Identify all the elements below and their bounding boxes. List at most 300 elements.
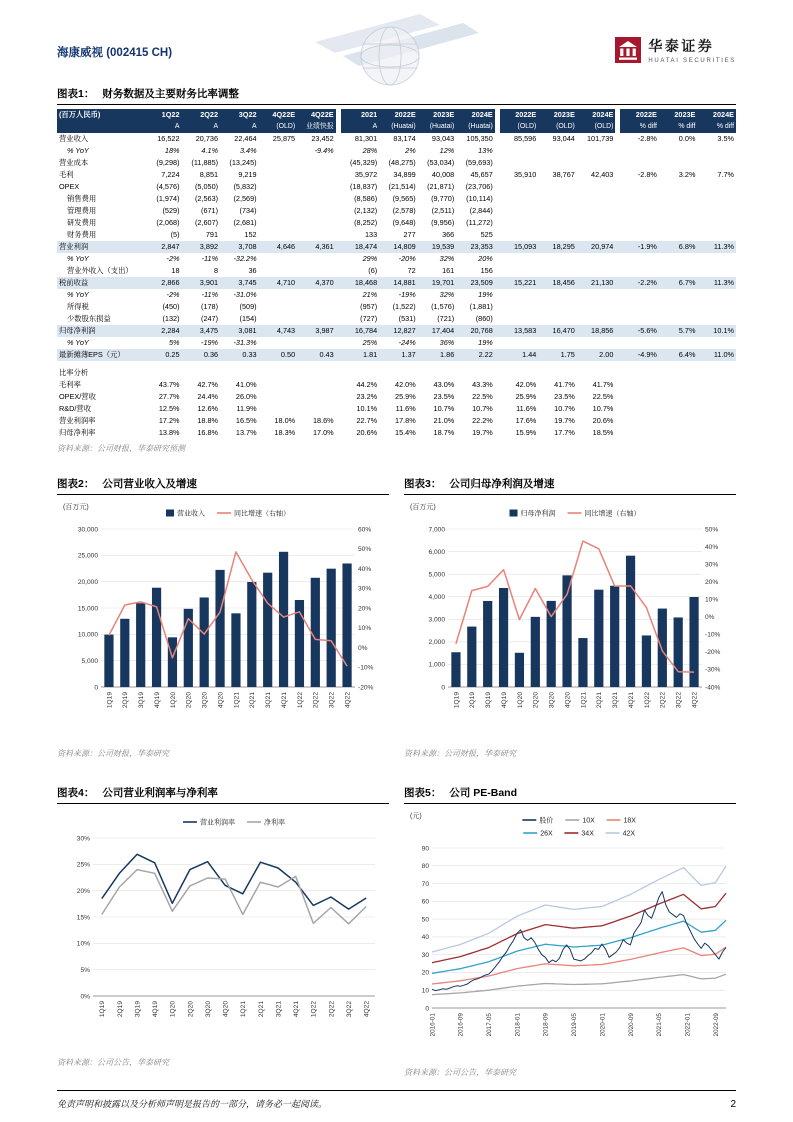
table-row xyxy=(57,277,736,289)
table-cell: (11,885) xyxy=(191,157,219,167)
table-row xyxy=(57,241,736,253)
table-cell xyxy=(259,313,298,325)
footer-divider xyxy=(57,1090,736,1091)
table-cell xyxy=(297,205,336,217)
table-cell: -11% xyxy=(201,253,219,263)
table-cell: 3,745 xyxy=(220,277,259,289)
table-row xyxy=(57,403,736,415)
table-cell: 23,353 xyxy=(456,241,495,253)
table-cell: (18,837) xyxy=(350,181,378,191)
table-cell: 销售费用 xyxy=(67,193,97,203)
table-cell: (2,511) xyxy=(431,205,455,215)
table-cell xyxy=(697,403,736,415)
table-cell xyxy=(297,301,336,313)
table-cell: -19% xyxy=(201,338,219,348)
svg-text:20: 20 xyxy=(421,970,429,978)
table-cell: 19,539 xyxy=(418,241,457,253)
table-cell: (671) xyxy=(201,205,219,215)
table-cell: 17.8% xyxy=(395,416,416,426)
table-cell xyxy=(697,157,736,169)
revenue-chart xyxy=(57,497,389,744)
table-cell: 22.2% xyxy=(472,416,493,426)
svg-text:2Q22: 2Q22 xyxy=(312,692,320,709)
table-cell: R&D/营收 xyxy=(59,404,92,414)
table-cell: 43.7% xyxy=(158,380,180,390)
table-cell: 14,809 xyxy=(379,241,418,253)
svg-text:归母净利润: 归母净利润 xyxy=(520,510,556,518)
svg-text:6,000: 6,000 xyxy=(428,549,445,557)
figure3-name: 公司归母净利润及增速 xyxy=(449,478,555,491)
svg-text:60%: 60% xyxy=(358,526,372,534)
table-cell xyxy=(577,205,616,217)
figure3-label: 图表3： xyxy=(404,478,442,491)
svg-text:25,000: 25,000 xyxy=(77,552,98,560)
svg-text:3Q22: 3Q22 xyxy=(345,1001,353,1018)
table-cell: 营业利润 xyxy=(57,241,143,253)
netprofit-chart xyxy=(404,497,736,744)
table-cell: 10.7% xyxy=(554,404,575,414)
table-cell xyxy=(259,301,298,313)
table-cell: 营业收入 xyxy=(59,133,89,143)
table-header-cell: (OLD) xyxy=(577,121,616,133)
svg-text:3Q19: 3Q19 xyxy=(485,692,493,709)
svg-text:3Q19: 3Q19 xyxy=(134,1001,142,1018)
table-cell: 11.9% xyxy=(236,404,257,414)
svg-text:2,000: 2,000 xyxy=(428,639,445,647)
svg-text:2Q22: 2Q22 xyxy=(659,692,667,709)
table-cell: 72 xyxy=(407,265,416,275)
table-cell: 83,174 xyxy=(393,133,416,143)
table-header-cell: 2022E xyxy=(379,109,418,121)
svg-text:10%: 10% xyxy=(76,940,90,948)
table-cell: -2.8% xyxy=(637,133,657,143)
table-cell: 0.25 xyxy=(143,349,182,361)
table-cell xyxy=(659,217,698,229)
table-cell: 101,739 xyxy=(586,133,614,143)
table-cell xyxy=(538,367,577,379)
svg-text:4Q21: 4Q21 xyxy=(293,1001,301,1018)
table-cell xyxy=(697,391,736,403)
table-cell xyxy=(659,415,698,427)
figure2-label: 图表2： xyxy=(57,478,95,491)
table-cell xyxy=(659,157,698,169)
table-cell: 营业利润率 xyxy=(59,416,96,426)
table-cell: (2,569) xyxy=(233,193,257,203)
svg-text:-40%: -40% xyxy=(705,684,721,692)
table-cell xyxy=(697,145,736,157)
figure1-name: 财务数据及主要财务比率调整 xyxy=(102,88,239,100)
table-cell: (529) xyxy=(162,205,180,215)
table-cell xyxy=(259,379,298,391)
table-cell: 20,974 xyxy=(577,241,616,253)
svg-text:2Q19: 2Q19 xyxy=(469,692,477,709)
table-cell xyxy=(659,337,698,349)
table-cell: 42,403 xyxy=(591,169,614,179)
table-cell: 最新摊薄EPS（元） xyxy=(57,349,143,361)
table-header-cell: 2Q22 xyxy=(182,109,221,121)
table-cell: 少数股东损益 xyxy=(67,314,111,324)
table-cell: 6.7% xyxy=(659,277,698,289)
figure1-title xyxy=(57,86,736,105)
table-cell: 20.6% xyxy=(592,416,614,426)
table-cell xyxy=(620,391,659,403)
table-cell: 12% xyxy=(439,145,455,155)
table-cell xyxy=(620,415,659,427)
table-cell xyxy=(297,313,336,325)
figure3-title xyxy=(404,476,736,495)
svg-text:3Q22: 3Q22 xyxy=(675,692,683,709)
svg-text:2Q20: 2Q20 xyxy=(185,692,193,709)
table-cell: 1.81 xyxy=(341,349,380,361)
figure3-section xyxy=(404,476,736,759)
svg-text:18X: 18X xyxy=(623,817,636,825)
table-cell: (6) xyxy=(368,265,378,275)
table-header-cell: A xyxy=(182,121,221,133)
table-cell: 16,784 xyxy=(341,325,380,337)
table-cell: -2.2% xyxy=(620,277,659,289)
table-cell: (11,272) xyxy=(466,217,493,227)
table-cell: 23.5% xyxy=(433,392,455,402)
table-cell xyxy=(697,193,736,205)
figure4-section xyxy=(57,785,389,1078)
svg-text:3Q21: 3Q21 xyxy=(265,692,273,709)
table-cell xyxy=(538,265,577,277)
table-cell xyxy=(620,217,659,229)
svg-text:25%: 25% xyxy=(76,861,90,869)
table-cell: 38,767 xyxy=(552,169,575,179)
table-cell: -19% xyxy=(398,290,416,300)
table-cell xyxy=(620,157,659,169)
table-cell xyxy=(297,379,336,391)
table-cell xyxy=(297,157,336,169)
table-cell: 2,866 xyxy=(143,277,182,289)
table-cell: 277 xyxy=(403,229,416,239)
table-cell: -20% xyxy=(398,253,416,263)
table-cell xyxy=(259,193,298,205)
table-cell: 14,881 xyxy=(379,277,418,289)
table-cell: 财务费用 xyxy=(67,229,97,239)
svg-text:3,000: 3,000 xyxy=(428,616,445,624)
table-cell xyxy=(259,403,298,415)
svg-text:10%: 10% xyxy=(705,596,719,604)
table-cell: 15,093 xyxy=(500,241,539,253)
table-cell: 20,768 xyxy=(456,325,495,337)
table-header-cell: (Huatai) xyxy=(456,121,495,133)
table-cell xyxy=(379,367,418,379)
table-cell: 13% xyxy=(478,145,493,155)
table-cell xyxy=(500,229,539,241)
svg-text:2017-05: 2017-05 xyxy=(486,1013,494,1037)
svg-text:10,000: 10,000 xyxy=(77,631,98,639)
table-cell: 16,470 xyxy=(538,325,577,337)
table-cell: (9,565) xyxy=(392,193,416,203)
table-cell: 25% xyxy=(362,338,378,348)
table-cell: 43.3% xyxy=(472,380,493,390)
table-cell xyxy=(577,313,616,325)
svg-text:1Q22: 1Q22 xyxy=(643,692,651,709)
figure5-section xyxy=(404,785,736,1078)
table-cell: (45,329) xyxy=(350,157,378,167)
table-cell: 11.0% xyxy=(697,349,736,361)
svg-text:4Q22: 4Q22 xyxy=(363,1001,371,1018)
svg-text:4Q19: 4Q19 xyxy=(152,1001,160,1018)
svg-text:40%: 40% xyxy=(705,544,719,552)
table-cell: 19% xyxy=(478,290,493,300)
svg-text:3Q20: 3Q20 xyxy=(204,1001,212,1018)
svg-text:2021-05: 2021-05 xyxy=(656,1013,664,1037)
table-cell: 3.5% xyxy=(717,133,734,143)
table-cell: 9,219 xyxy=(238,169,257,179)
svg-text:2016-01: 2016-01 xyxy=(429,1013,437,1037)
table-cell: -24% xyxy=(398,338,416,348)
table-cell: OPEX/营收 xyxy=(59,392,96,402)
table-row xyxy=(57,379,736,391)
brand-name-en: HUATAI SECURITIES xyxy=(648,58,736,64)
table-row xyxy=(57,157,736,169)
pe-band-chart xyxy=(404,806,736,1063)
figure5-name: 公司 PE-Band xyxy=(449,787,518,800)
table-cell: 18% xyxy=(164,145,180,155)
table-cell: 19,701 xyxy=(418,277,457,289)
table-cell: 8 xyxy=(214,265,219,275)
table-cell xyxy=(620,181,659,193)
table-cell: (9,298) xyxy=(156,157,180,167)
table-cell: (8,252) xyxy=(354,217,378,227)
table-cell xyxy=(620,427,659,439)
svg-text:2022-01: 2022-01 xyxy=(684,1013,692,1037)
table-cell xyxy=(538,229,577,241)
table-cell: -32.2% xyxy=(233,253,257,263)
table-cell xyxy=(697,217,736,229)
svg-text:0: 0 xyxy=(425,1005,429,1013)
svg-text:2016-09: 2016-09 xyxy=(457,1013,465,1037)
table-cell: 13.8% xyxy=(158,428,180,438)
table-cell xyxy=(538,157,577,169)
table-cell: 28% xyxy=(362,145,378,155)
table-header-cell: 4Q22E xyxy=(259,109,298,121)
table-cell: (53,034) xyxy=(427,157,455,167)
table-cell: -4.9% xyxy=(620,349,659,361)
table-cell: 3.4% xyxy=(239,145,257,155)
table-cell xyxy=(500,157,539,169)
figure2-section xyxy=(57,476,389,759)
table-cell: 营业外收入（支出） xyxy=(67,265,133,275)
table-cell: 11.6% xyxy=(395,404,416,414)
table-cell: 43.0% xyxy=(433,380,455,390)
page-header xyxy=(57,0,736,64)
table-cell xyxy=(659,379,698,391)
table-cell: 17,404 xyxy=(418,325,457,337)
table-cell xyxy=(538,253,577,265)
table-row xyxy=(57,415,736,427)
table-cell: 21% xyxy=(362,290,378,300)
table-cell xyxy=(500,205,539,217)
table-row xyxy=(57,313,736,325)
svg-text:同比增速（右轴）: 同比增速（右轴） xyxy=(234,510,290,518)
table-cell xyxy=(697,337,736,349)
table-cell: (531) xyxy=(398,314,416,324)
table-cell xyxy=(500,253,539,265)
table-cell: 2.00 xyxy=(577,349,616,361)
table-cell: -1.9% xyxy=(620,241,659,253)
table-header-cell: 2021 xyxy=(341,109,380,121)
table-cell: 19.7% xyxy=(472,428,493,438)
table-cell: 17.7% xyxy=(554,428,575,438)
table-cell: 11.3% xyxy=(697,241,736,253)
svg-text:42X: 42X xyxy=(622,830,636,838)
table-cell xyxy=(620,253,659,265)
table-cell: 21,130 xyxy=(577,277,616,289)
svg-text:40%: 40% xyxy=(358,566,372,574)
table-cell: 1.86 xyxy=(418,349,457,361)
table-cell: (2,607) xyxy=(194,217,219,227)
svg-text:2Q21: 2Q21 xyxy=(249,692,257,709)
table-cell xyxy=(538,181,577,193)
table-cell xyxy=(620,229,659,241)
svg-text:5%: 5% xyxy=(80,967,90,975)
table-cell xyxy=(182,367,221,379)
table-cell: 7,224 xyxy=(161,169,180,179)
svg-text:2018-09: 2018-09 xyxy=(542,1013,550,1037)
svg-text:1Q20: 1Q20 xyxy=(169,1001,177,1018)
svg-text:-20%: -20% xyxy=(705,649,721,657)
svg-text:1Q22: 1Q22 xyxy=(296,692,304,709)
pe-band-svg xyxy=(404,806,736,1058)
table-cell: 20,736 xyxy=(195,133,219,143)
figure4-source: 资料来源：公司公告，华泰研究 xyxy=(57,1058,169,1068)
table-cell xyxy=(577,229,616,241)
svg-text:2Q19: 2Q19 xyxy=(122,692,130,709)
svg-text:4Q20: 4Q20 xyxy=(217,692,225,709)
svg-text:50%: 50% xyxy=(358,546,372,554)
table-header-cell: 2024E xyxy=(456,109,495,121)
table-cell xyxy=(538,217,577,229)
table-cell xyxy=(297,169,336,181)
svg-text:2020-01: 2020-01 xyxy=(599,1013,607,1037)
table-cell: (2,681) xyxy=(233,217,257,227)
svg-text:4Q22: 4Q22 xyxy=(344,692,352,709)
table-cell: (4,576) xyxy=(156,181,180,191)
table-cell: 18.0% xyxy=(274,416,296,426)
svg-text:30%: 30% xyxy=(358,585,372,593)
table-cell: 18,456 xyxy=(538,277,577,289)
table-cell xyxy=(697,289,736,301)
table-cell xyxy=(500,265,539,277)
table-header-cell: A xyxy=(143,121,182,133)
table-cell: 23,509 xyxy=(456,277,495,289)
table-cell: % YoY xyxy=(67,253,89,263)
table-cell xyxy=(577,337,616,349)
table-cell: 2% xyxy=(405,145,416,155)
table-cell: (48,275) xyxy=(388,157,416,167)
table-header-cell: % diff xyxy=(620,121,659,133)
table-cell xyxy=(538,145,577,157)
table-row xyxy=(57,337,736,349)
table-cell xyxy=(259,337,298,349)
table-cell: 41.7% xyxy=(554,380,575,390)
table-cell xyxy=(341,367,380,379)
svg-text:1Q20: 1Q20 xyxy=(169,692,177,709)
svg-text:2Q21: 2Q21 xyxy=(596,692,604,709)
svg-text:2Q22: 2Q22 xyxy=(328,1001,336,1018)
figure5-title xyxy=(404,785,736,804)
svg-text:80: 80 xyxy=(421,863,429,871)
table-cell xyxy=(297,229,336,241)
table-cell: (247) xyxy=(201,314,219,324)
svg-text:30%: 30% xyxy=(76,835,90,843)
svg-text:2019-05: 2019-05 xyxy=(571,1013,579,1037)
table-cell xyxy=(259,229,298,241)
table-row xyxy=(57,169,736,181)
table-cell: 3.2% xyxy=(678,169,696,179)
table-header-cell: A xyxy=(220,121,259,133)
table-cell: 0.36 xyxy=(182,349,221,361)
table-cell xyxy=(259,145,298,157)
svg-text:15%: 15% xyxy=(76,914,90,922)
svg-text:10X: 10X xyxy=(582,817,595,825)
svg-text:4Q19: 4Q19 xyxy=(500,692,508,709)
charts-row-2 xyxy=(57,785,736,1078)
svg-text:4Q21: 4Q21 xyxy=(627,692,635,709)
table-header-cell: 3Q22 xyxy=(220,109,259,121)
table-cell: % YoY xyxy=(67,145,89,155)
table-cell: (5,050) xyxy=(194,181,219,191)
svg-text:60: 60 xyxy=(421,898,429,906)
table-cell: 4,646 xyxy=(259,241,298,253)
table-header-cell: A xyxy=(341,121,380,133)
stock-title: 海康威视 (002415 CH) xyxy=(57,47,173,59)
table-cell: 19% xyxy=(478,338,493,348)
table-cell xyxy=(659,193,698,205)
table-cell: 18,295 xyxy=(538,241,577,253)
table-cell: 25,875 xyxy=(272,133,296,143)
table-row xyxy=(57,217,736,229)
table-row xyxy=(57,181,736,193)
table-cell xyxy=(697,181,736,193)
table-cell xyxy=(538,193,577,205)
table-cell: 15.4% xyxy=(395,428,416,438)
brand-name-cn: 华泰证券 xyxy=(648,38,715,54)
table-cell: (178) xyxy=(201,302,219,312)
table-header-row xyxy=(57,121,736,133)
svg-text:4Q20: 4Q20 xyxy=(564,692,572,709)
table-row xyxy=(57,349,736,361)
table-header-cell: 2023E xyxy=(538,109,577,121)
table-cell xyxy=(297,181,336,193)
table-cell xyxy=(620,337,659,349)
footer-disclaimer: 免责声明和披露以及分析师声明是报告的一部分，请务必一起阅读。 xyxy=(57,1099,328,1109)
table-cell: 6.4% xyxy=(659,349,698,361)
table-cell: 2,847 xyxy=(143,241,182,253)
svg-text:20%: 20% xyxy=(705,579,719,587)
table-cell: (21,871) xyxy=(427,181,455,191)
table-cell: (9,956) xyxy=(431,217,455,227)
figure5-label: 图表5： xyxy=(404,787,442,800)
table-cell: 1.75 xyxy=(538,349,577,361)
margins-chart xyxy=(57,806,389,1053)
table-cell: 42.0% xyxy=(395,380,416,390)
table-cell: 45,657 xyxy=(470,169,493,179)
table-header-cell: 2022E xyxy=(500,109,539,121)
svg-text:2Q19: 2Q19 xyxy=(116,1001,124,1018)
table-cell: 93,044 xyxy=(552,133,575,143)
table-cell xyxy=(577,157,616,169)
table-cell: 4,361 xyxy=(297,241,336,253)
table-cell xyxy=(297,253,336,265)
table-cell: 5.7% xyxy=(659,325,698,337)
table-cell xyxy=(538,337,577,349)
table-cell: 34,899 xyxy=(393,169,416,179)
